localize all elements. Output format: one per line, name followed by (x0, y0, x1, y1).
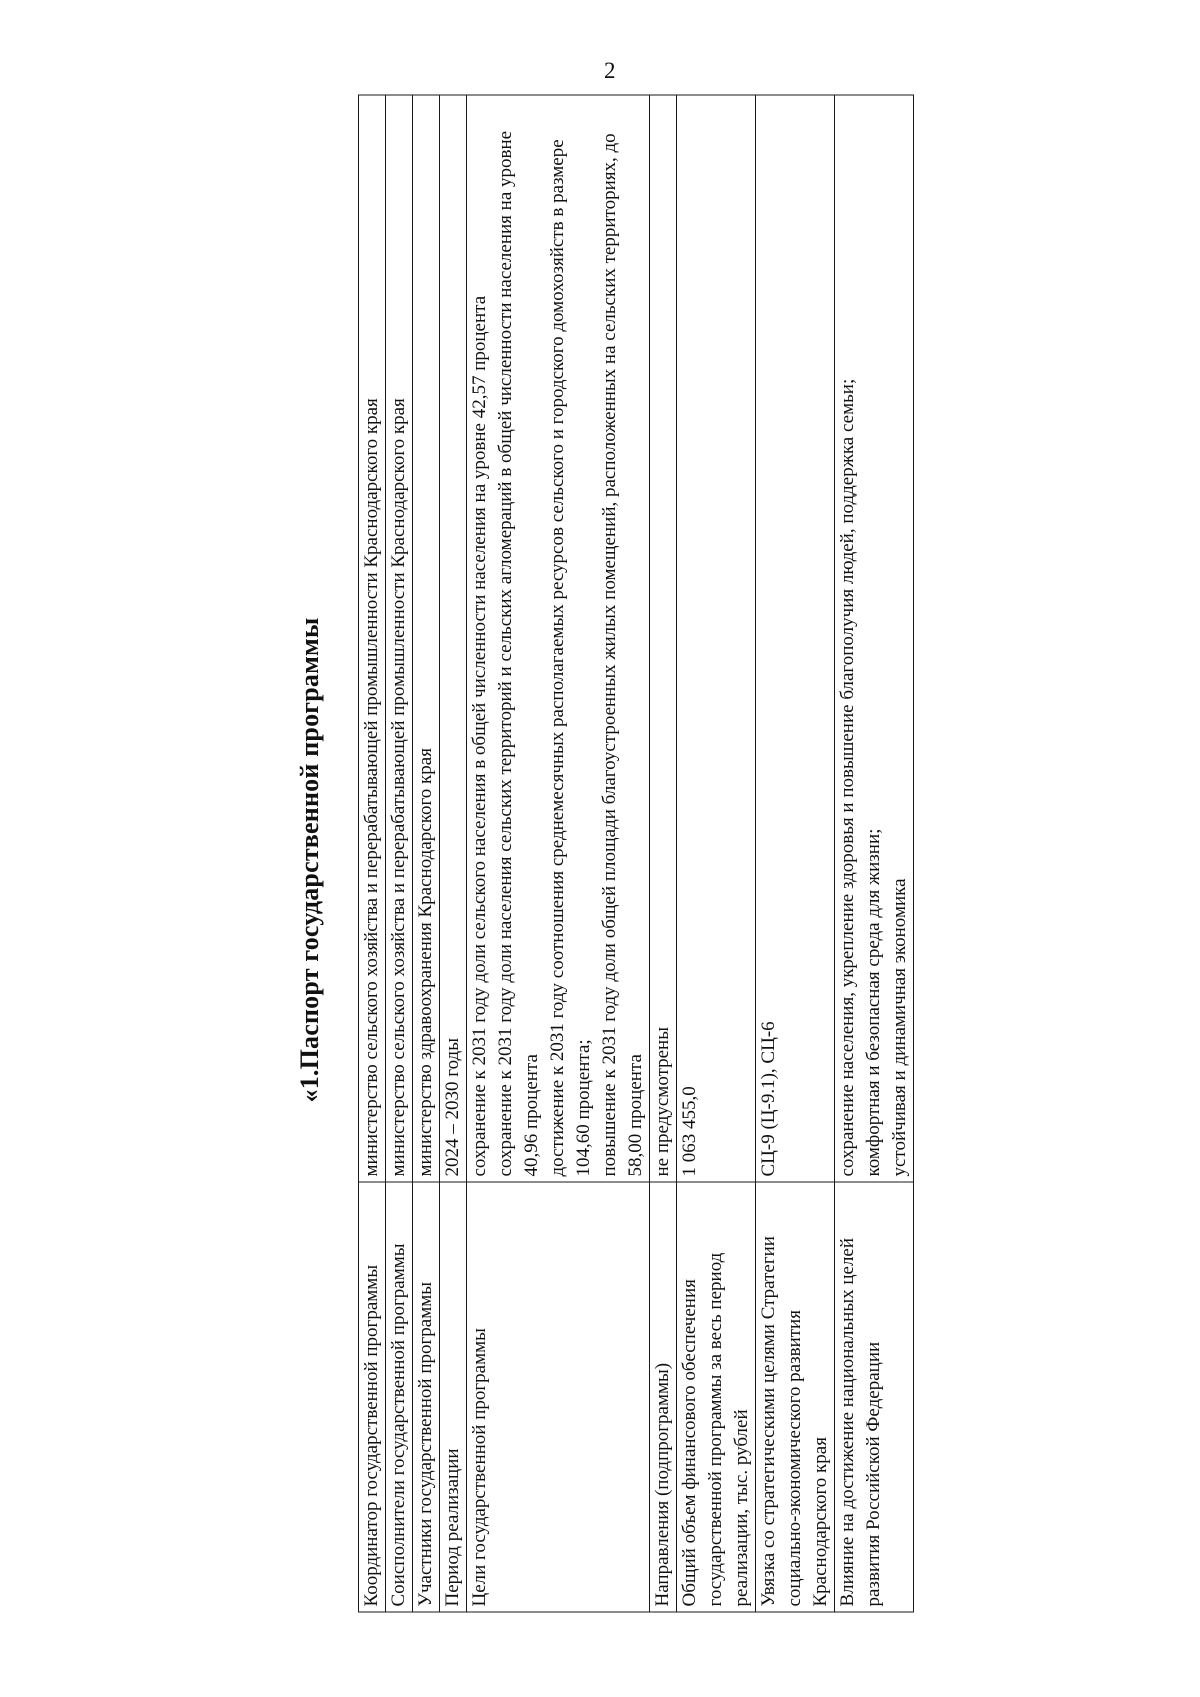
table-row (386, 95, 413, 1612)
value-line: достижение к 2031 году соотношения среднемесячных располагаемых ресурсов сельского и городского домохозяйств в размере 104,60 процента; (547, 139, 594, 1177)
value-line: комфортная и безопасная среда для жизни; (863, 828, 884, 1177)
table-row (756, 95, 835, 1612)
value-line: СЦ-9 (Ц-9.1), СЦ-6 (758, 1021, 779, 1177)
rotated-content (280, 108, 970, 1613)
table-row (440, 95, 467, 1612)
page-number: 2 (604, 58, 616, 83)
row-value (413, 95, 440, 1182)
row-value (756, 95, 835, 1182)
row-label: Увязка со стратегическими целями Стратегии социально-экономического развития Краснодарского края (756, 1182, 835, 1612)
row-label: Участники государственной программы (413, 1182, 440, 1612)
row-value (440, 95, 467, 1182)
value-line: министерство сельского хозяйства и перерабатывающей промышленности Краснодарского края (361, 398, 382, 1177)
row-label: Направления (подпрограммы) (650, 1182, 677, 1612)
value-line: сохранение населения, укрепление здоровья и повышение благополучия людей, поддержка семьи; (837, 378, 858, 1177)
passport-table (358, 95, 914, 1613)
value-line: не предусмотрены (652, 1027, 673, 1177)
value-line: 1 063 455,0 (679, 1086, 700, 1177)
row-value (650, 95, 677, 1182)
table-row (413, 95, 440, 1612)
section-title: «1.Паспорт государственной программы (295, 617, 324, 1103)
row-label: Влияние на достижение национальных целей развития Российской Федерации (835, 1182, 914, 1612)
row-label: Соисполнители государственной программы (386, 1182, 413, 1612)
value-line: сохранение к 2031 году доли населения сельских территорий и сельских агломераций в общей численности населения на уровне 40,96 процента (495, 130, 542, 1177)
row-label: Координатор государственной программы (359, 1182, 386, 1612)
table-row (835, 95, 914, 1612)
row-label: Цели государственной программы (467, 1182, 650, 1612)
row-value (835, 95, 914, 1182)
value-line: устойчивая и динамичная экономика (889, 878, 910, 1177)
value-line: министерство здравоохранения Краснодарского края (415, 748, 436, 1177)
table-row (650, 95, 677, 1612)
row-value (677, 95, 756, 1182)
value-line: сохранение к 2031 году доли сельского населения в общей численности населения на уровне 42,57 процента (469, 295, 490, 1177)
row-value (359, 95, 386, 1182)
row-value (386, 95, 413, 1182)
value-line: повышение к 2031 году доли общей площади благоустроенных жилых помещений, расположенных на сельских территориях, до 58,00 процента (599, 133, 646, 1177)
row-label: Общий объем финансового обеспечения государственной программы за весь период реализации, тыс. рублей (677, 1182, 756, 1612)
table-row (359, 95, 386, 1612)
value-line: министерство сельского хозяйства и перерабатывающей промышленности Краснодарского края (388, 398, 409, 1177)
row-value (467, 95, 650, 1182)
table-row (677, 95, 756, 1612)
row-label: Период реализации (440, 1182, 467, 1612)
value-line: 2024 – 2030 годы (442, 1038, 463, 1177)
table-row (467, 95, 650, 1612)
